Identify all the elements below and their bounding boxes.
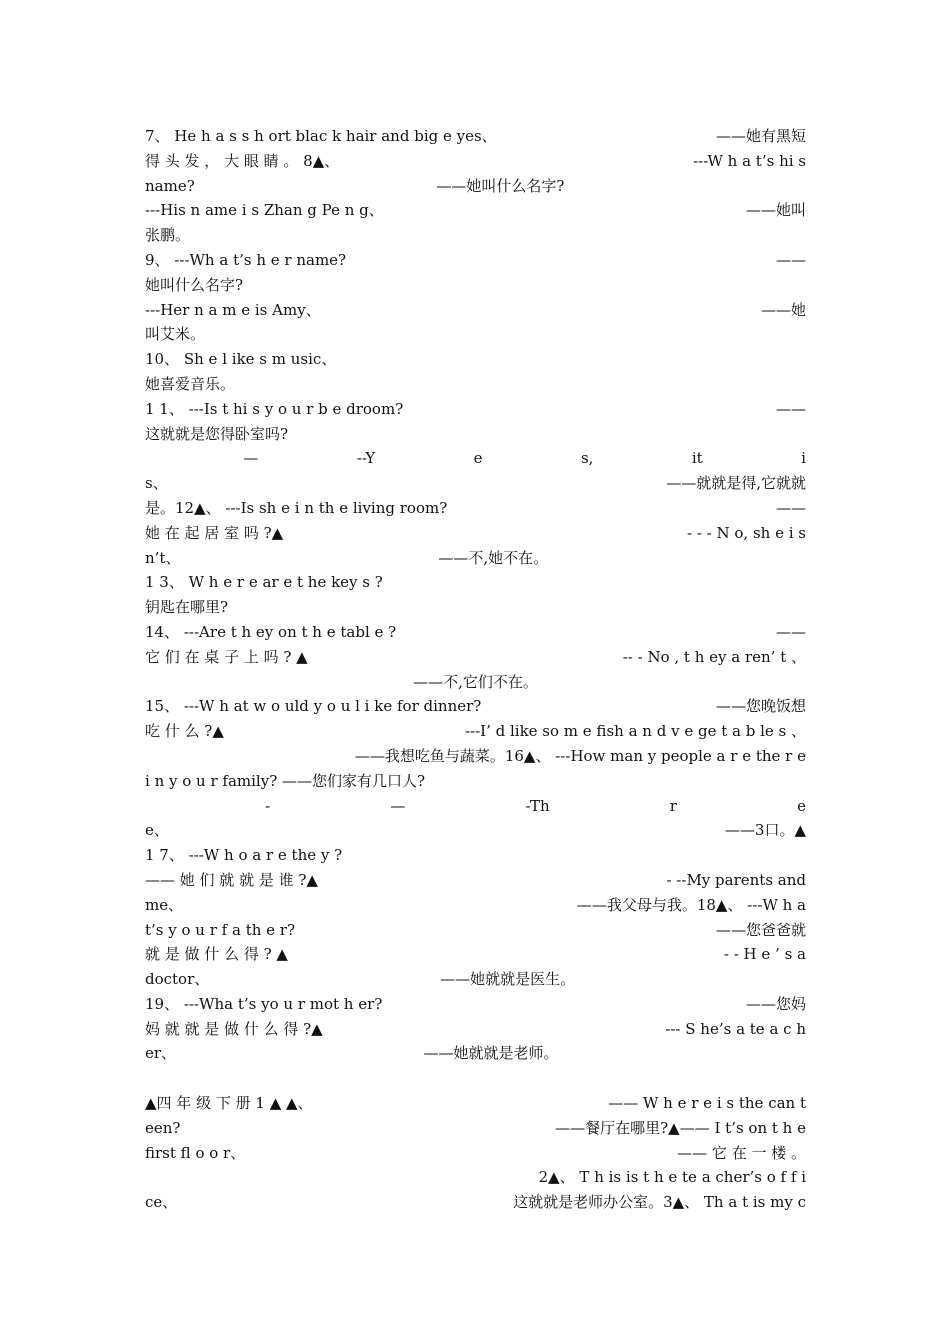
text-body [145,124,806,1215]
text-line [145,1116,806,1141]
text-segment: 就 是 做 什 么 得 ? ▲ [145,945,288,964]
text-line [145,744,806,769]
text-segment: —— W h e r e i s the can t [608,1094,806,1113]
text-segment: er、 [145,1044,177,1063]
text-segment: 10、 Sh e l ike s m usic、 [145,350,337,369]
text-segment: n’t、 [145,548,181,567]
text-segment: 1 7、 ---W h o a r e the y ? [145,846,343,865]
text-line [145,570,806,595]
text-segment: ——她就就是医生。 [440,970,576,989]
text-segment: 这就就是您得卧室吗? [145,424,289,443]
text-segment: 她喜爱音乐。 [145,374,236,393]
text-line [145,298,806,323]
text-line [145,1141,806,1166]
text-segment: 张鹏。 [145,226,191,245]
text-segment: ——不,她不在。 [438,548,549,567]
text-segment: 钥匙在哪里? [145,598,229,617]
text-segment: —— [776,250,806,269]
text-line [145,273,806,298]
text-line [145,843,806,868]
text-line [145,198,806,223]
text-line [145,1190,806,1215]
text-segment: ---I’ d like so m e fish a n d v e ge t a b le s 、 [464,722,806,741]
text-line [145,620,806,645]
text-line [145,918,806,943]
text-line [145,347,806,372]
text-segment: — [390,796,406,815]
text-line [145,397,806,422]
text-segment: —— [776,399,806,418]
text-segment: — [243,449,259,468]
text-line [145,1041,806,1066]
text-segment: - --My parents and [666,870,806,889]
text-line [145,719,806,744]
text-segment: - - H e ’ s a [723,945,806,964]
text-line [145,967,806,992]
text-segment: 19、 ---Wha t’s yo u r mot h er? [145,994,383,1013]
text-segment: een? [145,1118,181,1137]
text-segment: 她叫什么名字? [145,275,244,294]
text-segment: 7、 He h a s s h ort blac k hair and big e yes、 [145,127,497,145]
text-line [145,422,806,447]
text-segment: s、 [145,474,168,493]
text-line [145,446,806,471]
text-line [145,645,806,670]
text-segment: --- S he’s a te a c h [665,1019,806,1038]
text-segment: it [691,449,703,468]
text-segment: —— 它 在 一 楼 。 [677,1143,806,1162]
text-segment: doctor、 [145,970,210,989]
text-segment: ——3口。▲ [724,821,806,840]
text-segment: ---W h a t’s hi s [693,151,806,170]
text-segment: 1 1、 ---Is t hi s y o u r b e droom? [145,399,404,418]
text-line [145,223,806,248]
text-segment: 叫艾米。 [145,325,206,344]
text-segment: e、 [145,821,169,840]
text-segment: me、 [145,895,184,914]
text-segment: ——她叫什么名字? [436,176,565,195]
text-line [145,322,806,347]
text-line [145,794,806,819]
text-segment: 2▲、 T h is is t h e te a cher’s o f f i [538,1168,806,1187]
text-line [145,471,806,496]
text-segment: 是。12▲、 ---Is sh e i n th e living room? [145,498,448,517]
text-line [145,942,806,967]
text-line [145,1017,806,1042]
text-segment: 吃 什 么 ?▲ [145,722,224,741]
text-segment: s, [580,449,594,468]
text-segment: 9、 ---Wh a t’s h e r name? [145,250,347,269]
text-segment: first fl o o r、 [145,1143,246,1162]
text-segment: -Th [525,796,550,815]
text-segment: ——您妈 [745,994,806,1013]
text-line [145,149,806,174]
text-line [145,769,806,794]
text-line [145,818,806,843]
text-segment: 14、 ---Are t h ey on t h e tabl e ? [145,622,397,641]
text-segment: —— [776,622,806,641]
text-segment: e [797,796,806,815]
text-segment: --Y [356,449,376,468]
text-line [145,521,806,546]
text-line [145,595,806,620]
text-segment: ——她就就是老师。 [423,1044,559,1063]
text-segment: i [801,449,806,468]
text-segment: —— [776,498,806,517]
text-line [145,1066,806,1091]
text-segment: ——她有黑短 [715,127,806,145]
text-line [145,124,806,149]
text-segment: ——不,它们不在。 [413,672,538,691]
text-line [145,868,806,893]
text-segment: r [669,796,677,815]
text-line [145,1165,806,1190]
text-segment: ——就就是得,它就就 [666,474,806,493]
text-segment: name? [145,176,195,195]
text-line [145,1091,806,1116]
text-line [145,174,806,199]
text-segment: ce、 [145,1193,178,1212]
text-segment: ▲四 年 级 下 册 1 ▲ ▲、 [145,1094,313,1113]
text-segment: 她 在 起 居 室 吗 ?▲ [145,523,284,542]
text-segment: -- - No , t h ey a ren’ t 、 [622,647,806,666]
text-line [145,372,806,397]
text-segment: e [473,449,483,468]
text-line [145,694,806,719]
text-segment: ——您晚饭想 [715,697,806,716]
text-segment: ——她叫 [745,201,806,220]
text-segment: t’s y o u r f a th e r? [145,920,296,939]
text-line [145,496,806,521]
text-segment: 得 头 发 ， 大 眼 睛 。 8▲、 [145,151,340,170]
text-segment: 它 们 在 桌 子 上 吗 ? ▲ [145,647,308,666]
text-segment: ---Her n a m e is Amy、 [145,300,321,319]
text-line [145,248,806,273]
text-segment: 这就就是老师办公室。3▲、 Th a t is my c [513,1193,806,1212]
text-segment: ——餐厅在哪里?▲—— I t’s on t h e [555,1118,806,1137]
text-segment: i n y o u r family? ——您们家有几口人? [145,771,426,790]
text-line [145,670,806,695]
text-line [145,893,806,918]
text-segment: ——我父母与我。18▲、 ---W h a [576,895,806,914]
text-segment: - - - N o, sh e i s [686,523,806,542]
text-segment: —— 她 们 就 就 是 谁 ?▲ [145,870,318,889]
text-line [145,546,806,571]
text-segment: ——她 [760,300,806,319]
text-segment: 妈 就 就 是 做 什 么 得 ?▲ [145,1019,323,1038]
text-segment: ——我想吃鱼与蔬菜。16▲、 ---How man y people a r e the r e [354,746,806,765]
text-line [145,992,806,1017]
text-segment: - [265,796,271,815]
text-segment: ---His n ame i s Zhan g Pe n g、 [145,201,384,220]
text-segment: ——您爸爸就 [715,920,806,939]
text-segment: 15、 ---W h at w o uld y o u l i ke for dinner? [145,697,482,716]
text-segment: 1 3、 W h e r e ar e t he key s ? [145,573,383,592]
